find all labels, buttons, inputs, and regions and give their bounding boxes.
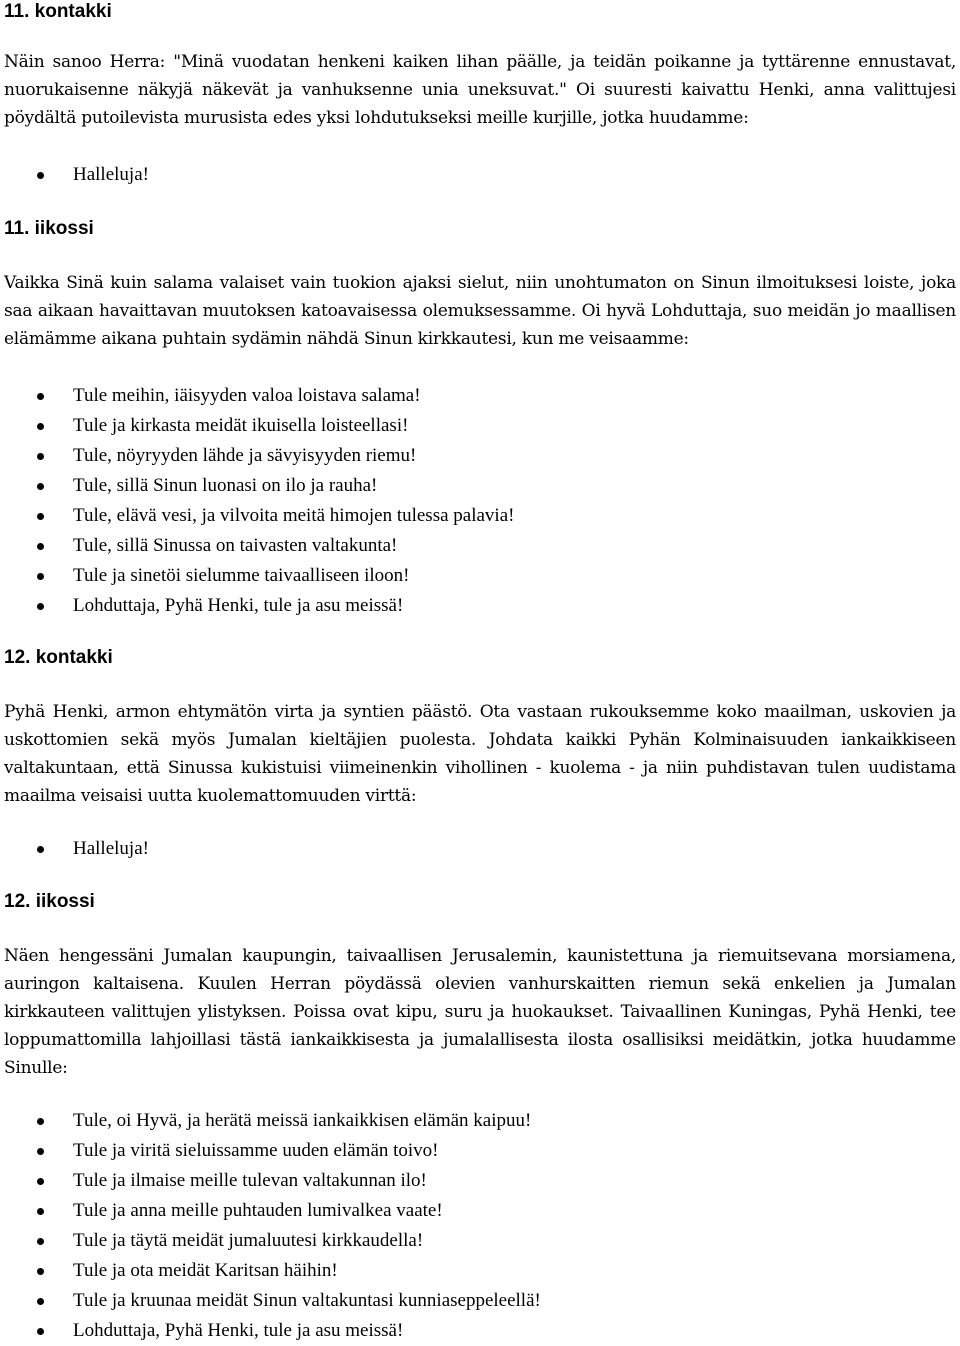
- list-item: Halleluja!: [0, 834, 149, 864]
- list-item: Lohduttaja, Pyhä Henki, tule ja asu meissä!: [0, 1316, 541, 1346]
- bullet-icon: [37, 483, 44, 490]
- section-paragraph: Vaikka Sinä kuin salama valaiset vain tuokion ajaksi sielut, niin unohtumaton on Sinun ilmoituksesi loiste, joka saa aikaan havaittavan muutoksen katoavaisessa olemuksessamme. Oi hyvä Lohduttaja, suo meidän jo maallisen elämämme aikana puhtain sydämin nähdä Sinun kirkkautesi, kun me veisaamme:: [4, 273, 956, 349]
- list-item: Tule ja sinetöi sielumme taivaalliseen iloon!: [0, 561, 514, 591]
- list-item: Tule ja kirkasta meidät ikuisella loisteellasi!: [0, 411, 514, 441]
- list-item: Halleluja!: [0, 160, 149, 190]
- bullet-icon: [37, 573, 44, 580]
- list-item: Lohduttaja, Pyhä Henki, tule ja asu meissä!: [0, 591, 514, 621]
- bullet-icon: [37, 1148, 44, 1155]
- bullet-icon: [37, 172, 44, 179]
- list-item: Tule, sillä Sinussa on taivasten valtakunta!: [0, 531, 514, 561]
- list-item: Tule ja ota meidät Karitsan häihin!: [0, 1256, 541, 1286]
- bullet-icon: [37, 393, 44, 400]
- bullet-icon: [37, 603, 44, 610]
- bullet-icon: [37, 1328, 44, 1335]
- bullet-list: [0, 381, 514, 621]
- section-paragraph: Pyhä Henki, armon ehtymätön virta ja syntien päästö. Ota vastaan rukouksemme koko maailman, uskovien ja uskottomien sekä myös Jumalan kieltäjien puolesta. Johdata kaikki Pyhän Kolminaisuuden iankaikkiseen valtakuntaan, että Sinussa kukistuisi viimeinenkin vihollinen - kuolema - ja niin puhdistavan tulen uudistama maailma veisaisi uutta kuolemattomuuden virttä:: [4, 702, 956, 806]
- list-item: Tule, sillä Sinun luonasi on ilo ja rauha!: [0, 471, 514, 501]
- bullet-list: [0, 834, 149, 864]
- bullet-icon: [37, 1298, 44, 1305]
- bullet-icon: [37, 423, 44, 430]
- list-item: Tule ja täytä meidät jumaluutesi kirkkaudella!: [0, 1226, 541, 1256]
- bullet-icon: [37, 1118, 44, 1125]
- bullet-icon: [37, 1208, 44, 1215]
- list-item: Tule ja viritä sieluissamme uuden elämän toivo!: [0, 1136, 541, 1166]
- list-item: Tule ja kruunaa meidät Sinun valtakuntasi kunniaseppeleellä!: [0, 1286, 541, 1316]
- section-heading: 12. iikossi: [4, 891, 95, 912]
- bullet-icon: [37, 1268, 44, 1275]
- bullet-icon: [37, 1178, 44, 1185]
- list-item: Tule, oi Hyvä, ja herätä meissä iankaikkisen elämän kaipuu!: [0, 1106, 541, 1136]
- bullet-list: [0, 160, 149, 190]
- list-item: Tule meihin, iäisyyden valoa loistava salama!: [0, 381, 514, 411]
- section-paragraph: Näin sanoo Herra: "Minä vuodatan henkeni kaiken lihan päälle, ja teidän poikanne ja tyttärenne ennustavat, nuorukaisenne näkyjä näkevät ja vanhuksenne unia uneksuvat." Oi suuresti kaivattu Henki, anna valittujesi pöydältä putoilevista murusista edes yksi lohdutukseksi meille kurjille, jotka huudamme:: [4, 52, 956, 128]
- bullet-list: [0, 1106, 541, 1346]
- bullet-icon: [37, 846, 44, 853]
- list-item: Tule, nöyryyden lähde ja sävyisyyden riemu!: [0, 441, 514, 471]
- bullet-icon: [37, 543, 44, 550]
- section-heading: 11. kontakki: [4, 1, 112, 22]
- bullet-icon: [37, 513, 44, 520]
- list-item: Tule, elävä vesi, ja vilvoita meitä himojen tulessa palavia!: [0, 501, 514, 531]
- section-heading: 12. kontakki: [4, 647, 113, 668]
- list-item: Tule ja ilmaise meille tulevan valtakunnan ilo!: [0, 1166, 541, 1196]
- section-paragraph: Näen hengessäni Jumalan kaupungin, taivaallisen Jerusalemin, kaunistettuna ja riemuitsevana morsiamena, auringon kaltaisena. Kuulen Herran pöydässä olevien vanhurskaitten riemun sekä enkelien ja Jumalan kirkkauteen valittujen ylistyksen. Poissa ovat kipu, suru ja huokaukset. Taivaallinen Kuningas, Pyhä Henki, tee loppumattomilla lahjoillasi tästä iankaikkisesta ja jumalallisesta ilosta osallisiksi meidätkin, jotka huudamme Sinulle:: [4, 946, 956, 1078]
- list-item: Tule ja anna meille puhtauden lumivalkea vaate!: [0, 1196, 541, 1226]
- bullet-icon: [37, 1238, 44, 1245]
- bullet-icon: [37, 453, 44, 460]
- section-heading: 11. iikossi: [4, 218, 94, 239]
